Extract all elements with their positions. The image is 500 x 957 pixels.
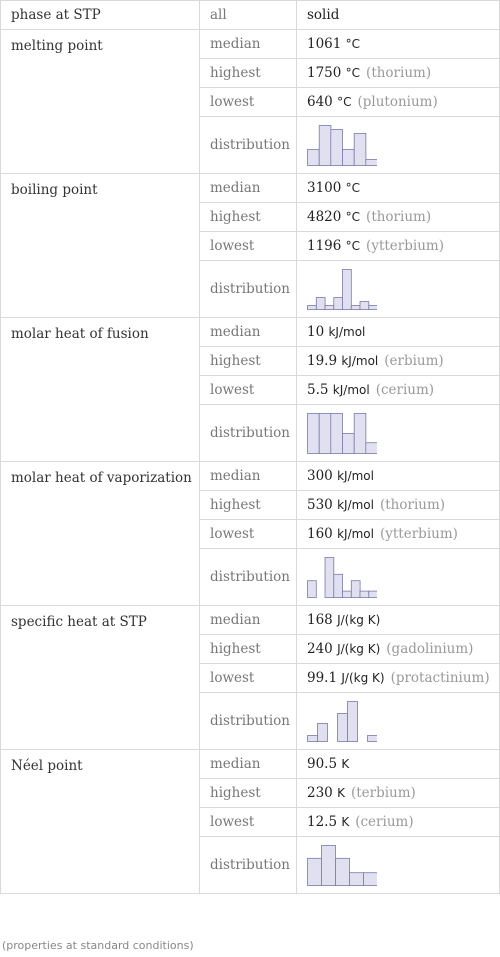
histogram-bar (325, 306, 334, 310)
histogram-bar (308, 581, 317, 598)
value-element-note: (terbium) (350, 785, 416, 801)
distribution-histogram (307, 556, 377, 598)
value-unit: kJ/mol (332, 383, 370, 397)
histogram-bar (369, 591, 377, 597)
histogram-bar (338, 714, 348, 742)
stat-value (297, 117, 500, 174)
value-number: 5.5 (307, 382, 329, 398)
property-name: molar heat of vaporization (1, 462, 200, 606)
histogram-bar (308, 306, 317, 310)
value-number: 19.9 (307, 353, 338, 369)
value-unit: K (337, 786, 345, 800)
value-number: 230 (307, 785, 333, 801)
histogram-bar (316, 298, 325, 310)
histogram-bar (369, 306, 377, 310)
histogram-bar (319, 414, 331, 454)
stat-value (297, 779, 500, 808)
histogram-bar (308, 858, 322, 885)
histogram-bar (331, 130, 343, 166)
stat-label: highest (200, 347, 297, 376)
stat-label: highest (200, 59, 297, 88)
phase-scope: all (200, 1, 297, 30)
histogram-bar (354, 134, 366, 166)
value-unit: °C (337, 95, 352, 109)
property-name: specific heat at STP (1, 606, 200, 750)
stat-value (297, 837, 500, 894)
stat-label: lowest (200, 664, 297, 693)
value-number: 640 (307, 94, 333, 110)
stat-value (297, 232, 500, 261)
value-number: 240 (307, 641, 333, 657)
value-number: 3100 (307, 180, 342, 196)
distribution-histogram (307, 700, 377, 742)
histogram-bar (350, 873, 364, 886)
histogram-bar (348, 702, 358, 742)
stat-label: distribution (200, 693, 297, 750)
stat-label: distribution (200, 117, 297, 174)
stat-value (297, 808, 500, 837)
stat-value (297, 30, 500, 59)
value-number: 10 (307, 324, 325, 340)
stat-label: lowest (200, 520, 297, 549)
histogram-bar (343, 270, 352, 310)
histogram-bar (360, 302, 369, 310)
histogram-bar (368, 736, 378, 742)
histogram-bar (364, 873, 378, 886)
value-number: 1061 (307, 36, 342, 52)
histogram-bar (354, 414, 366, 454)
stat-label: median (200, 318, 297, 347)
stat-value (297, 203, 500, 232)
distribution-histogram (307, 844, 377, 886)
stat-label: distribution (200, 549, 297, 606)
stat-value (297, 347, 500, 376)
value-number: 168 (307, 612, 333, 628)
histogram-bar (336, 858, 350, 885)
value-number: 300 (307, 468, 333, 484)
stat-label: lowest (200, 808, 297, 837)
value-element-note: (thorium) (366, 209, 432, 225)
header-row (1, 1, 500, 30)
stat-value (297, 635, 500, 664)
histogram-bar (334, 574, 343, 597)
distribution-histogram (307, 268, 377, 310)
property-row-median (1, 750, 500, 779)
property-row-median (1, 174, 500, 203)
stat-label: distribution (200, 405, 297, 462)
stat-value (297, 491, 500, 520)
histogram-bar (319, 126, 331, 166)
histogram-bar (308, 736, 318, 742)
histogram-bar (360, 591, 369, 597)
property-row-median (1, 606, 500, 635)
stat-value (297, 520, 500, 549)
histogram-bar (351, 581, 360, 598)
property-name: Néel point (1, 750, 200, 894)
value-unit: K (341, 815, 350, 829)
value-element-note: (cerium) (375, 382, 435, 398)
value-element-note: (ytterbium) (366, 238, 444, 254)
property-name: molar heat of fusion (1, 318, 200, 462)
property-name: boiling point (1, 174, 200, 318)
value-unit: °C (345, 181, 361, 195)
value-number: 160 (307, 526, 333, 542)
histogram-bar (325, 558, 334, 598)
stat-value (297, 318, 500, 347)
stat-value (297, 376, 500, 405)
value-element-note: (gadolinium) (386, 641, 474, 657)
histogram-bar (334, 298, 343, 310)
histogram-bar (343, 434, 355, 454)
histogram-bar (366, 443, 377, 454)
histogram-bar (308, 414, 320, 454)
value-number: 1750 (307, 65, 342, 81)
histogram-bar (343, 591, 352, 597)
histogram-bar (331, 414, 343, 454)
value-element-note: (erbium) (384, 353, 444, 369)
stat-label: distribution (200, 837, 297, 894)
value-number: 530 (307, 497, 333, 513)
stat-label: highest (200, 779, 297, 808)
stat-label: median (200, 30, 297, 59)
stat-label: lowest (200, 376, 297, 405)
stat-label: highest (200, 203, 297, 232)
stat-label: lowest (200, 232, 297, 261)
stat-value (297, 750, 500, 779)
value-number: 4820 (307, 209, 342, 225)
value-element-note: (protactinium) (390, 670, 490, 686)
histogram-bar (308, 150, 320, 166)
value-element-note: (thorium) (366, 65, 432, 81)
stat-label: median (200, 462, 297, 491)
value-element-note: (thorium) (379, 497, 446, 513)
value-number: 12.5 (307, 814, 338, 830)
stat-value (297, 664, 500, 693)
distribution-histogram (307, 124, 377, 166)
value-number: 1196 (307, 238, 342, 254)
stat-value (297, 693, 500, 750)
stat-label: median (200, 606, 297, 635)
value-unit: J/(kg K) (337, 642, 381, 656)
value-unit: °C (345, 37, 361, 51)
value-unit: kJ/mol (337, 498, 374, 512)
value-unit: J/(kg K) (341, 671, 385, 685)
stat-value (297, 59, 500, 88)
phase-value: solid (297, 1, 500, 30)
stat-value (297, 88, 500, 117)
stat-label: distribution (200, 261, 297, 318)
value-unit: °C (345, 210, 361, 224)
value-unit: kJ/mol (328, 325, 366, 339)
stat-value (297, 174, 500, 203)
stat-label: highest (200, 491, 297, 520)
property-name: melting point (1, 30, 200, 174)
stat-label: median (200, 174, 297, 203)
histogram-bar (318, 724, 328, 742)
value-element-note: (cerium) (355, 814, 414, 830)
value-number: 99.1 (307, 670, 338, 686)
value-unit: °C (345, 239, 361, 253)
property-row-median (1, 462, 500, 491)
histogram-bar (343, 150, 355, 166)
value-element-note: (plutonium) (357, 94, 438, 110)
stat-value (297, 606, 500, 635)
footer-note: (properties at standard conditions) (2, 939, 194, 952)
stat-value (297, 462, 500, 491)
value-element-note: (ytterbium) (379, 526, 458, 542)
histogram-bar (366, 160, 377, 166)
value-unit: kJ/mol (341, 354, 379, 368)
histogram-bar (351, 306, 360, 310)
stat-value (297, 405, 500, 462)
histogram-bar (322, 846, 336, 886)
stat-value (297, 261, 500, 318)
distribution-histogram (307, 412, 377, 454)
property-row-median (1, 30, 500, 59)
value-unit: kJ/mol (337, 469, 374, 483)
value-unit: °C (345, 66, 361, 80)
stat-label: median (200, 750, 297, 779)
phase-label: phase at STP (1, 1, 200, 30)
stat-label: highest (200, 635, 297, 664)
stat-value (297, 549, 500, 606)
value-number: 90.5 (307, 756, 338, 772)
property-row-median (1, 318, 500, 347)
value-unit: K (341, 757, 350, 771)
value-unit: J/(kg K) (337, 613, 381, 627)
value-unit: kJ/mol (337, 527, 374, 541)
stat-label: lowest (200, 88, 297, 117)
